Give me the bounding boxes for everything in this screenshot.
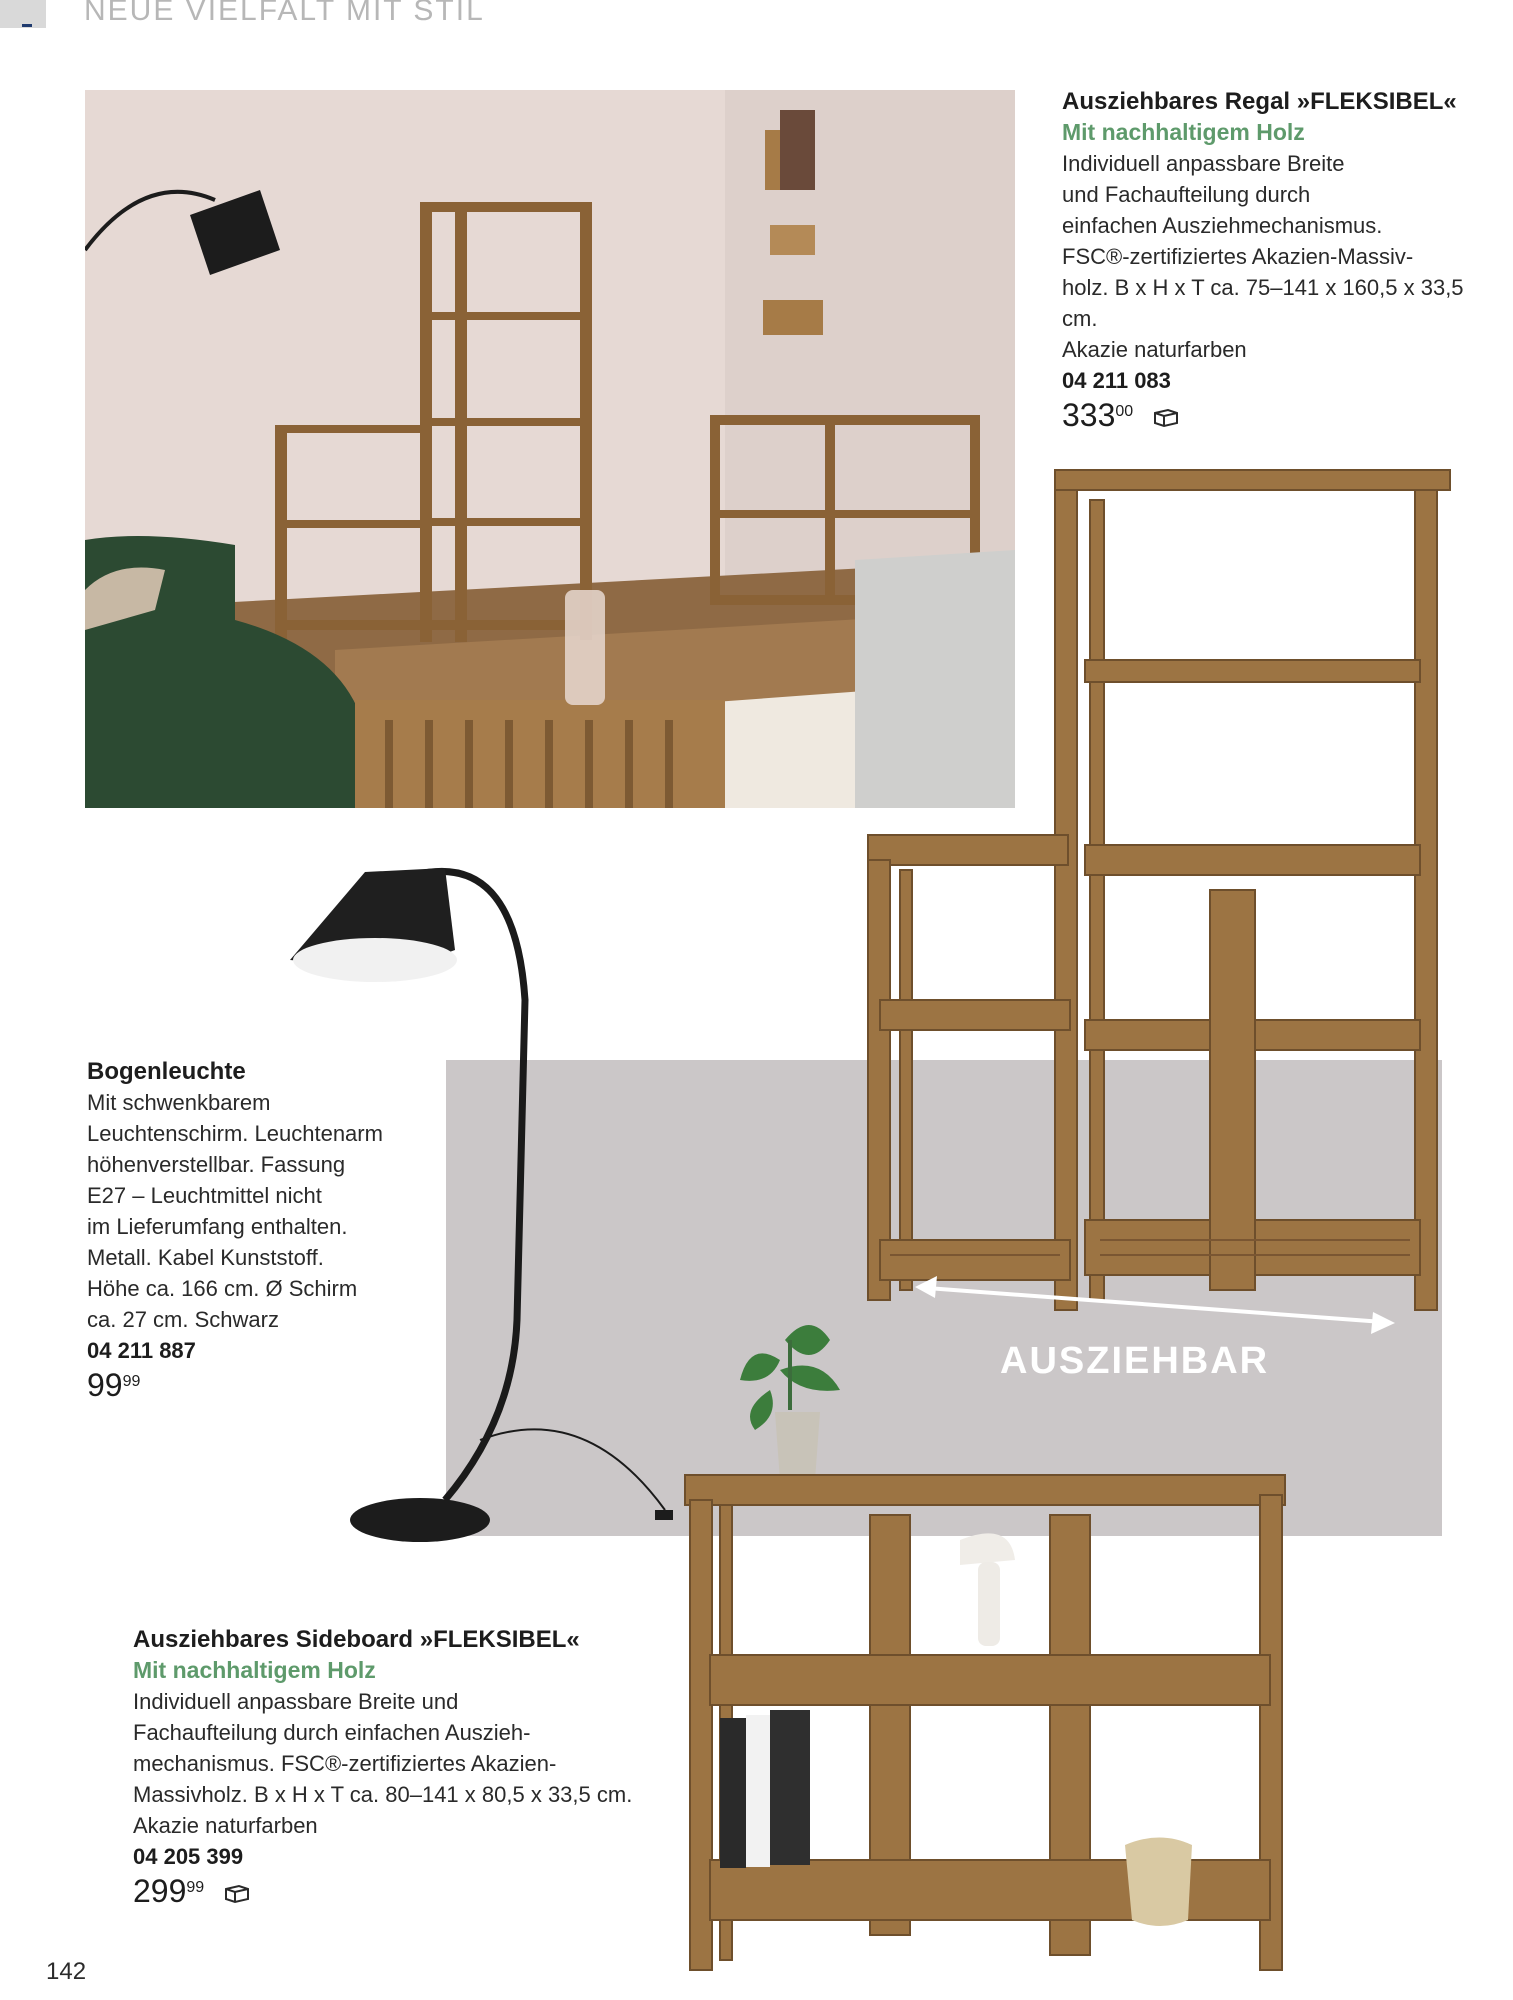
product-description: Individuell anpassbare Breite und Fachaufteilung durch einfachen Auszieh- mechanismus. FSC®-zertifiziertes Akazien- Massivholz. B x H x T ca. 80–141 x 80,5 x 33,5 cm. Akazie naturfarben bbox=[133, 1689, 633, 1838]
price bbox=[1062, 397, 1502, 433]
price-cents: 99 bbox=[122, 1373, 141, 1390]
product-description: Individuell anpassbare Breite und Fachaufteilung durch einfachen Ausziehmechanismus. FSC®-zertifiziertes Akazien-Massiv- holz. B x H x T ca. 75–141 x 160,5 x 33,5 cm. Akazie naturfarben bbox=[1062, 151, 1464, 362]
price bbox=[133, 1873, 693, 1909]
regal-fleksibel-image bbox=[860, 460, 1470, 1330]
product-description: Mit schwenkbarem Leuchtenschirm. Leuchtenarm höhenverstellbar. Fassung E27 – Leuchtmittel nicht im Lieferumfang enthalten. Metall. Kabel Kunststoff. Höhe ca. 166 cm. Ø Schirm ca. 27 cm. Schwarz bbox=[87, 1090, 383, 1332]
product-subtitle: Mit nachhaltigem Holz bbox=[133, 1657, 376, 1683]
price-cents: 99 bbox=[186, 1879, 205, 1896]
article-number: 04 211 887 bbox=[87, 1338, 196, 1363]
product-title: Ausziehbares Regal »FLEKSIBEL« bbox=[1062, 88, 1457, 115]
package-icon bbox=[1152, 402, 1180, 433]
price-main: 299 bbox=[133, 1873, 187, 1909]
article-number: 04 205 399 bbox=[133, 1844, 244, 1869]
section-title: NEUE VIELFALT MIT STIL bbox=[84, 0, 485, 27]
package-icon bbox=[223, 1878, 251, 1909]
extendable-callout: AUSZIEHBAR bbox=[1000, 1340, 1270, 1382]
page-number: 142 bbox=[46, 1958, 87, 1985]
product-title: Bogenleuchte bbox=[87, 1058, 246, 1085]
product-regal bbox=[1062, 86, 1502, 433]
price-main: 99 bbox=[87, 1367, 123, 1403]
header-tab-marker bbox=[0, 0, 46, 28]
article-number: 04 211 083 bbox=[1062, 368, 1171, 393]
product-title: Ausziehbares Sideboard »FLEKSIBEL« bbox=[133, 1626, 580, 1653]
header-dash bbox=[22, 24, 32, 27]
product-bogenleuchte bbox=[87, 1056, 447, 1401]
sideboard-fleksibel-image bbox=[680, 1300, 1320, 1980]
price-main: 333 bbox=[1062, 397, 1116, 433]
product-subtitle: Mit nachhaltigem Holz bbox=[1062, 119, 1305, 145]
product-sideboard bbox=[133, 1624, 693, 1909]
price-cents: 00 bbox=[1115, 403, 1134, 420]
price bbox=[87, 1367, 447, 1403]
